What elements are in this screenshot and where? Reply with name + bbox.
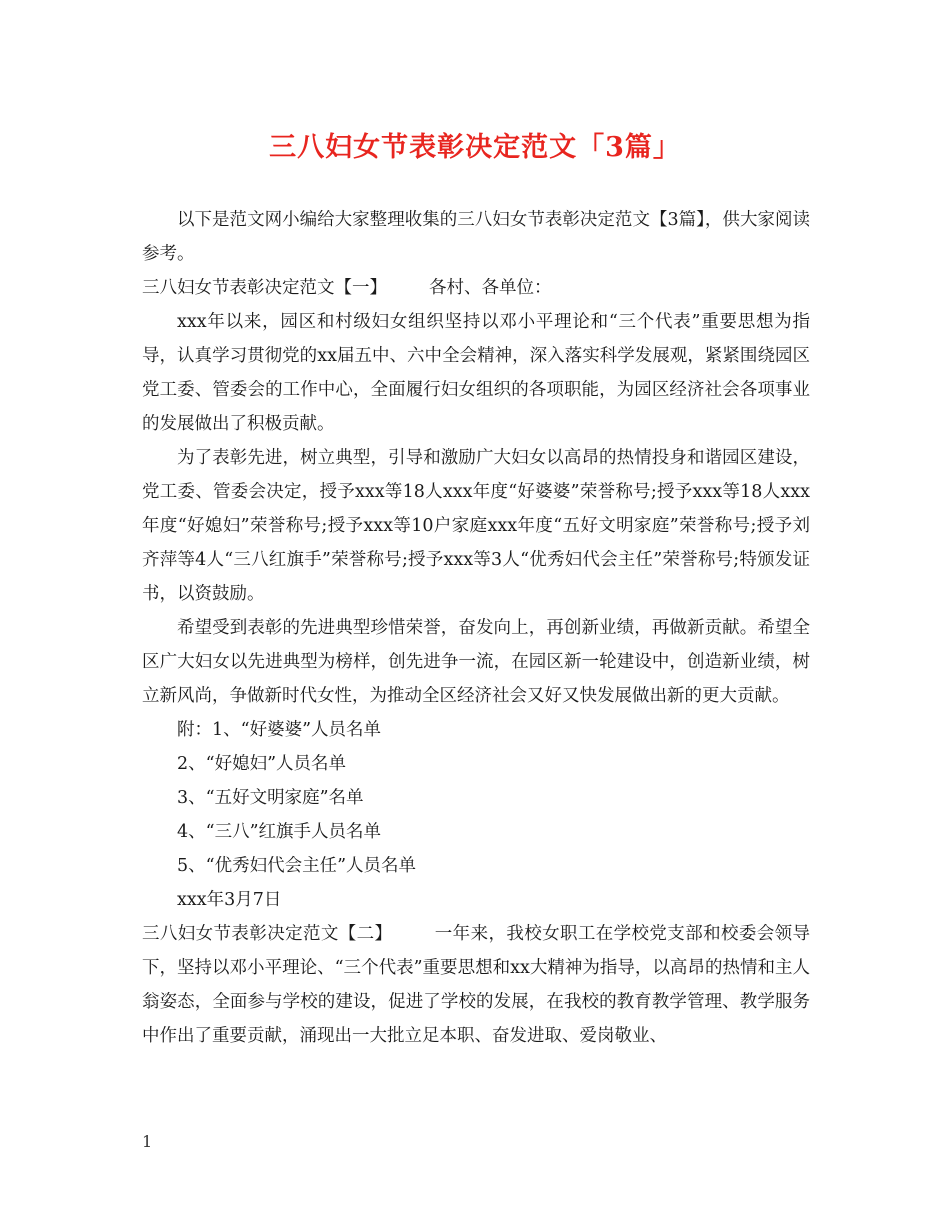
document-body [142,203,810,1053]
section-1-heading-line [142,271,810,305]
section-1-salutation: 各村、各单位： [429,278,552,298]
page-number: 1 [142,1132,153,1151]
attachment-item: 5、“优秀妇代会主任”人员名单 [177,856,417,876]
section-1-paragraph-2: 为了表彰先进，树立典型，引导和激励广大妇女以高昂的热情投身和谐园区建设，党工委、管委会决定，授予xxx等18人xxx年度“好婆婆”荣誉称号;授予xxx等18人xxx年度“好媳妇”荣誉称号;授予xxx等10户家庭xxx年度“五好文明家庭”荣誉称号;授予刘齐萍等4人“三八红旗手”荣誉称号;授予xxx等3人“优秀妇代会主任”荣誉称号;特颁发证书，以资鼓励。 [142,448,810,604]
section-1-heading: 三八妇女节表彰决定范文【一】 [142,278,387,298]
attachment-item: 2、“好媳妇”人员名单 [177,754,347,774]
intro-paragraph: 以下是范文网小编给大家整理收集的三八妇女节表彰决定范文【3篇】，供大家阅读参考。 [142,210,810,264]
section-2-paragraph-1: 一年来，我校女职工在学校党支部和校委会领导下，坚持以邓小平理论、“三个代表”重要思想和xx大精神为指导，以高昂的热情和主人翁姿态，全面参与学校的建设，促进了学校的发展，在我校的教育教学管理、教学服务中作出了重要贡献，涌现出一大批立足本职、奋发进取、爱岗敬业、 [142,924,811,1046]
attachment-item: 4、“三八”红旗手人员名单 [177,822,382,842]
section-1-paragraph-3: 希望受到表彰的先进典型珍惜荣誉，奋发向上，再创新业绩，再做新贡献。希望全区广大妇女以先进典型为榜样，创先进争一流，在园区新一轮建设中，创造新业绩，树立新风尚，争做新时代女性，为推动全区经济社会又好又快发展做出新的更大贡献。 [142,618,810,706]
section-1-date: xxx年3月7日 [177,890,282,910]
attachment-item: 附：1、“好婆婆”人员名单 [177,720,382,740]
section-2-heading: 三八妇女节表彰决定范文【二】 [142,924,393,944]
section-2-first-paragraph [142,917,810,1053]
section-1-paragraph-1: xxx年以来，园区和村级妇女组织坚持以邓小平理论和“三个代表”重要思想为指导，认真学习贯彻党的xx届五中、六中全会精神，深入落实科学发展观，紧紧围绕园区党工委、管委会的工作中心，全面履行妇女组织的各项职能，为园区经济社会各项事业的发展做出了积极贡献。 [142,312,810,434]
document-title: 三八妇女节表彰决定范文「3篇」 [269,132,681,163]
attachment-item: 3、“五好文明家庭”名单 [177,788,364,808]
